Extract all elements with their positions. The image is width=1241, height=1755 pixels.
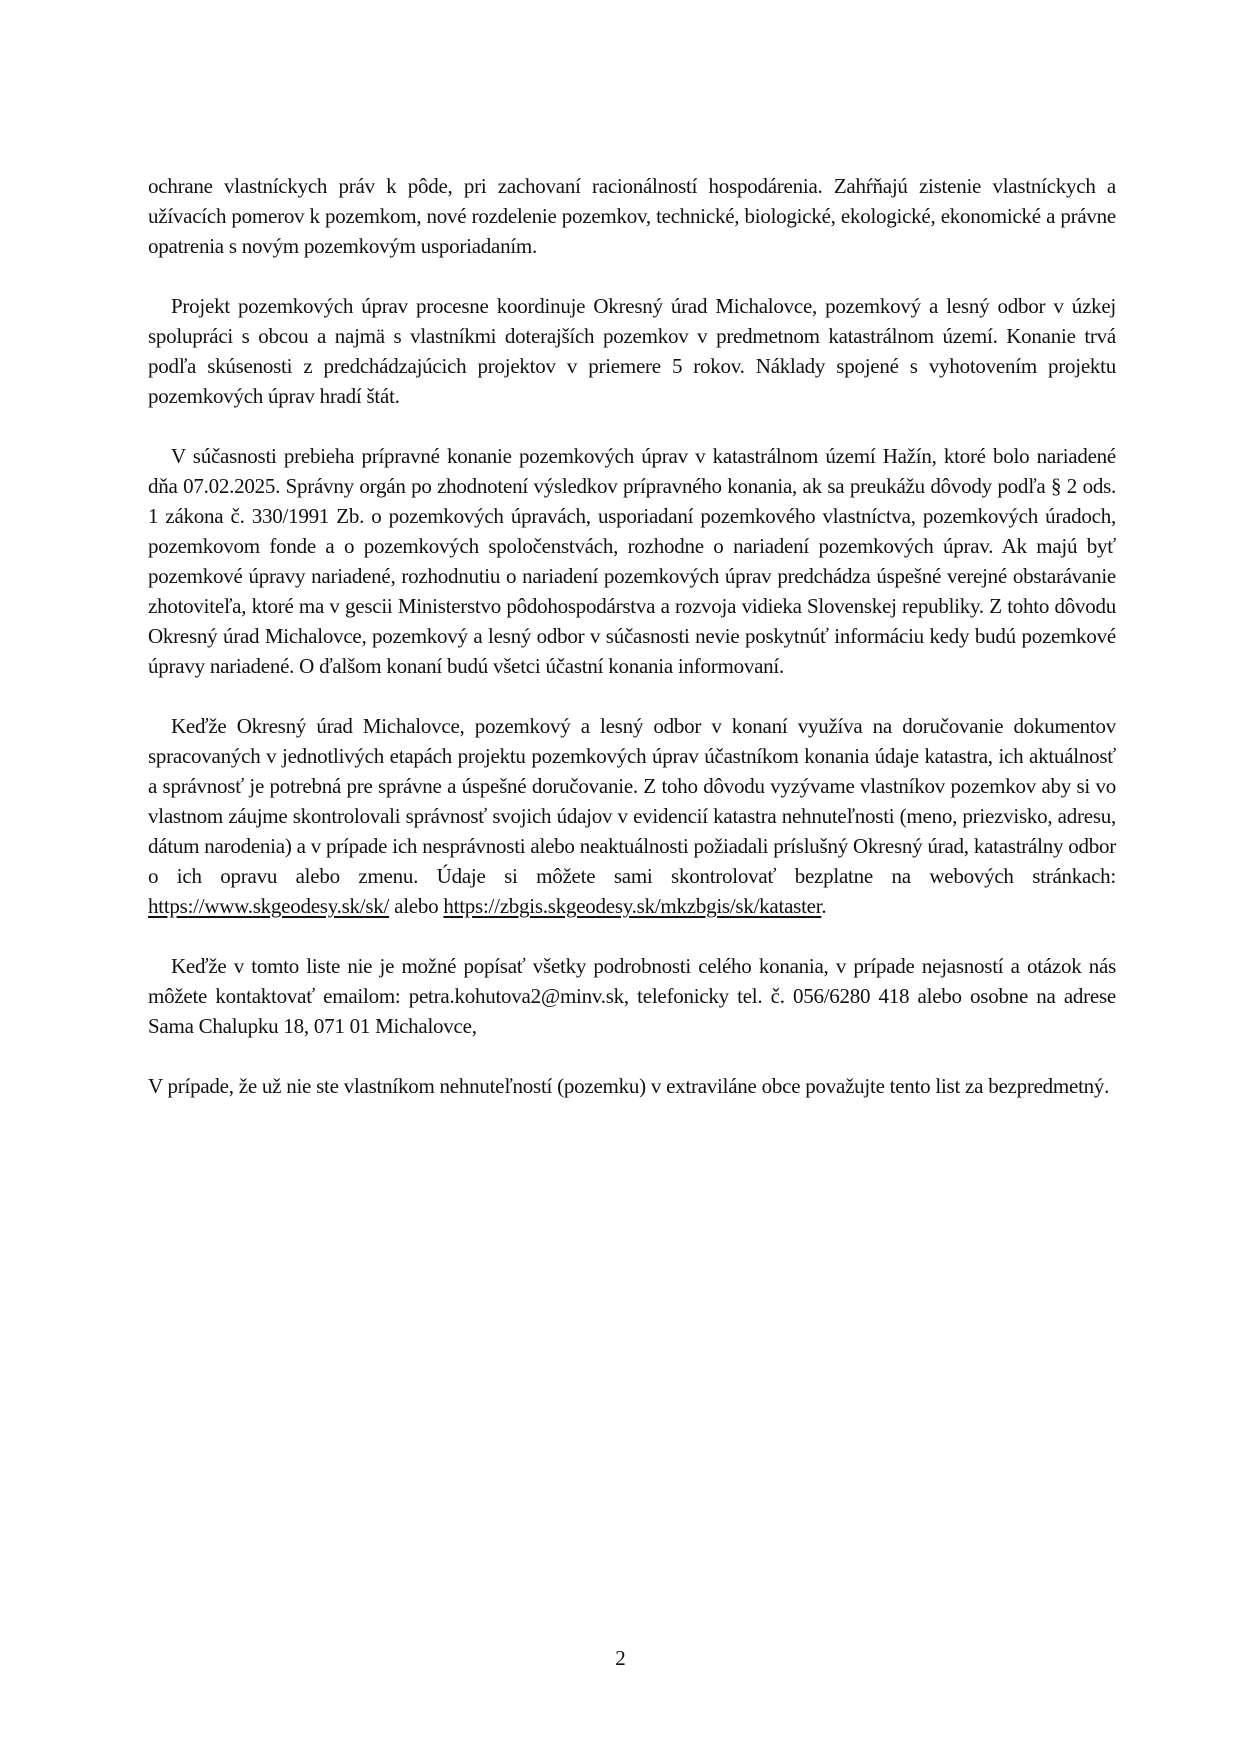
page-number: 2 — [615, 1646, 626, 1670]
document-body — [148, 171, 1116, 1101]
paragraph-gap — [148, 1041, 1116, 1071]
paragraph-project-coordination: Projekt pozemkových úprav procesne koordinuje Okresný úrad Michalovce, pozemkový a lesný odbor v úzkej spolupráci s obcou a najmä s vlastníkmi doterajších pozemkov v predmetnom katastrálnom území. Konanie trvá podľa skúsenosti z predchádzajúcich projektov v priemere 5 rokov. Náklady spojené s vyhotovením projektu pozemkových úprav hradí štát. — [148, 294, 1116, 408]
skgeodesy-link[interactable]: https://www.skgeodesy.sk/sk/ — [148, 894, 390, 918]
paragraph-gap — [148, 921, 1116, 951]
paragraph-gap — [148, 411, 1116, 441]
paragraph-contact-info: Keďže v tomto liste nie je možné popísať všetky podrobnosti celého konania, v prípade nejasností a otázok nás môžete kontaktovať emailom: petra.kohutova2@minv.sk, telefonicky tel. č. 056/6280 418 alebo osobne na adrese Sama Chalupku 18, 071 01 Michalovce, — [148, 954, 1116, 1038]
link-separator-text: alebo — [389, 894, 444, 918]
zbgis-kataster-link[interactable]: https://zbgis.skgeodesy.sk/mkzbgis/sk/kataster — [443, 894, 822, 918]
cadastre-check-text: Keďže Okresný úrad Michalovce, pozemkový a lesný odbor v konaní využíva na doručovanie dokumentov spracovaných v jednotlivých etapách projektu pozemkových úprav účastníkom konania údaje katastra, ich aktuálnosť a správnosť je potrebná pre správne a úspešné doručovanie. Z toho dôvodu vyzývame vlastníkov pozemkov aby si vo vlastnom záujme skontrolovali správnosť svojich údajov v evidencií katastra nehnuteľnosti (meno, priezvisko, adresu, dátum narodenia) a v prípade ich nesprávnosti alebo neaktuálnosti požiadali príslušný Okresný úrad, katastrálny odbor o ich opravu alebo zmenu. Údaje si môžete sami skontrolovať bezplatne na webových stránkach: — [148, 714, 1116, 888]
sentence-end: . — [821, 894, 827, 918]
paragraph-gap — [148, 261, 1116, 291]
paragraph-gap — [148, 681, 1116, 711]
paragraph-cadastre-data-check — [148, 711, 1116, 921]
paragraph-preparatory-proceedings: V súčasnosti prebieha prípravné konanie pozemkových úprav v katastrálnom území Hažín, ktoré bolo nariadené dňa 07.02.2025. Správny orgán po zhodnotení výsledkov prípravného konania, ak sa preukážu dôvody podľa § 2 ods. 1 zákona č. 330/1991 Zb. o pozemkových úpravách, usporiadaní pozemkového vlastníctva, pozemkových úradoch, pozemkovom fonde a o pozemkových spoločenstvách, rozhodne o nariadení pozemkových úprav. Ak majú byť pozemkové úpravy nariadené, rozhodnutiu o nariadení pozemkových úprav predchádza úspešné verejné obstarávanie zhotoviteľa, ktoré ma v gescii Ministerstvo pôdohospodárstva a rozvoja vidieka Slovenskej republiky. Z tohto dôvodu Okresný úrad Michalovce, pozemkový a lesný odbor v súčasnosti nevie poskytnúť informáciu kedy budú pozemkové úpravy nariadené. O ďalšom konaní budú všetci účastní konania informovaní. — [148, 444, 1116, 678]
paragraph-not-owner-notice: V prípade, že už nie ste vlastníkom nehnuteľností (pozemku) v extraviláne obce považujte tento list za bezpredmetný. — [148, 1074, 1110, 1098]
paragraph-land-rights-continuation: ochrane vlastníckych práv k pôde, pri zachovaní racionálností hospodárenia. Zahŕňajú zistenie vlastníckych a užívacích pomerov k pozemkom, nové rozdelenie pozemkov, technické, biologické, ekologické, ekonomické a právne opatrenia s novým pozemkovým usporiadaním. — [148, 174, 1116, 258]
